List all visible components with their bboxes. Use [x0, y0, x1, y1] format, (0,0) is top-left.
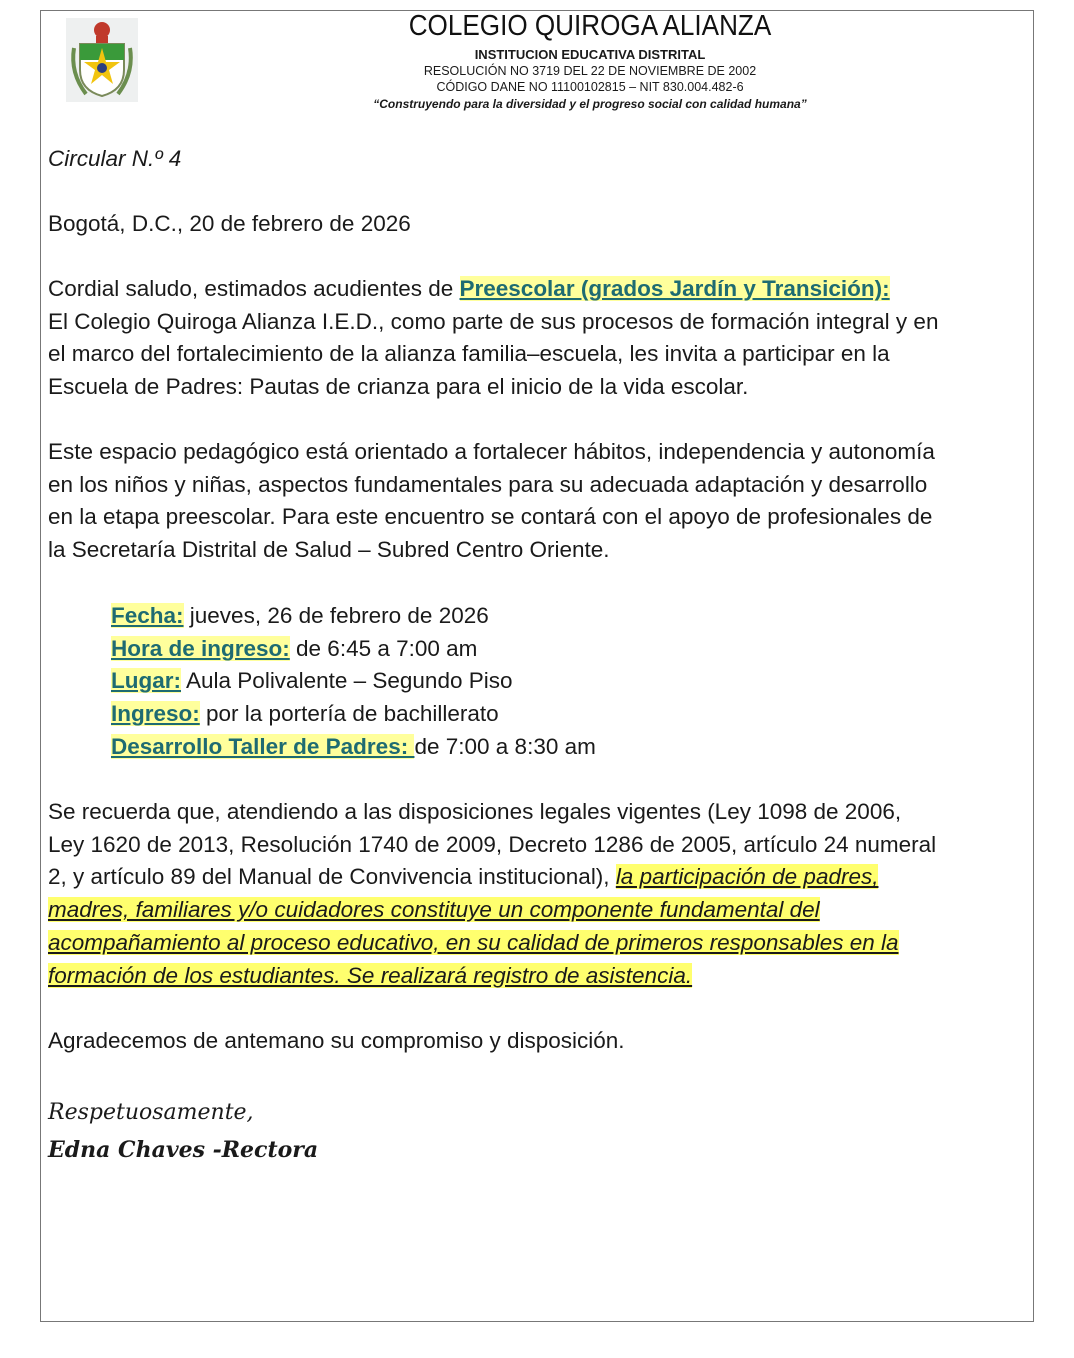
highlighted-text: la participación de padres, [615, 864, 879, 890]
detail-workshop-time: Desarrollo Taller de Padres: de 7:00 a 8:30 am [111, 733, 596, 759]
detail-arrival-time: Hora de ingreso: de 6:45 a 7:00 am [111, 635, 478, 661]
text-line: El Colegio Quiroga Alianza I.E.D., como parte de sus procesos de formación integral y en [48, 308, 939, 334]
highlighted-text: madres, familiares y/o cuidadores constituye un componente fundamental del [48, 897, 820, 923]
event-details [111, 600, 596, 764]
text-line: Escuela de Padres: Pautas de crianza para el inicio de la vida escolar. [48, 374, 749, 400]
highlighted-text: formación de los estudiantes. Se realizará registro de asistencia. [48, 962, 693, 988]
text-line: el marco del fortalecimiento de la alianza familia–escuela, les invita a participar en la [48, 341, 890, 367]
detail-entrance: Ingreso: por la portería de bachillerato [111, 701, 499, 727]
signature: Edna Chaves -Rectora [48, 1137, 319, 1163]
institution-type: INSTITUCION EDUCATIVA DISTRITAL [474, 47, 706, 62]
legal-paragraph [48, 796, 936, 992]
detail-date: Fecha: jueves, 26 de febrero de 2026 [111, 603, 489, 628]
purpose-paragraph [48, 436, 935, 567]
closing: Respetuosamente, [48, 1100, 254, 1125]
school-name: COLEGIO QUIROGA ALIANZA [408, 10, 772, 42]
resolution: RESOLUCIÓN NO 3719 DEL 22 DE NOVIEMBRE DE 2002 [423, 64, 757, 78]
audience: Preescolar (grados Jardín y Transición): [459, 276, 890, 301]
text-line: Se recuerda que, atendiendo a las disposiciones legales vigentes (Ley 1098 de 2006, [48, 799, 902, 824]
date-line: Bogotá, D.C., 20 de febrero de 2026 [48, 211, 411, 236]
text-line: la Secretaría Distrital de Salud – Subred Centro Oriente. [48, 537, 610, 563]
detail-place: Lugar: Aula Polivalente – Segundo Piso [111, 668, 513, 694]
text-line: Ley 1620 de 2013, Resolución 1740 de 2009, Decreto 1286 de 2005, artículo 24 numeral [48, 831, 937, 857]
motto: “Construyendo para la diversidad y el progreso social con calidad humana” [373, 97, 807, 111]
thanks: Agradecemos de antemano su compromiso y disposición. [48, 1028, 625, 1053]
highlighted-text: acompañamiento al proceso educativo, en su calidad de primeros responsables en la [48, 929, 899, 955]
dane-code: CÓDIGO DANE NO 11100102815 – NIT 830.004.482-6 [436, 80, 744, 94]
school-crest-logo [66, 18, 138, 102]
text-line: en los niños y niñas, aspectos fundamentales para su adecuada adaptación y desarrollo [48, 471, 928, 497]
text-line: Este espacio pedagógico está orientado a fortalecer hábitos, independencia y autonomía [48, 439, 935, 464]
circular-number: Circular N.º 4 [48, 146, 182, 171]
intro-paragraph [48, 273, 938, 404]
greeting: Cordial saludo, estimados acudientes de [48, 276, 460, 301]
text-line: 2, y artículo 89 del Manual de Convivencia institucional), [48, 864, 616, 890]
text-line: en la etapa preescolar. Para este encuentro se contará con el apoyo de profesionales de [48, 504, 933, 530]
